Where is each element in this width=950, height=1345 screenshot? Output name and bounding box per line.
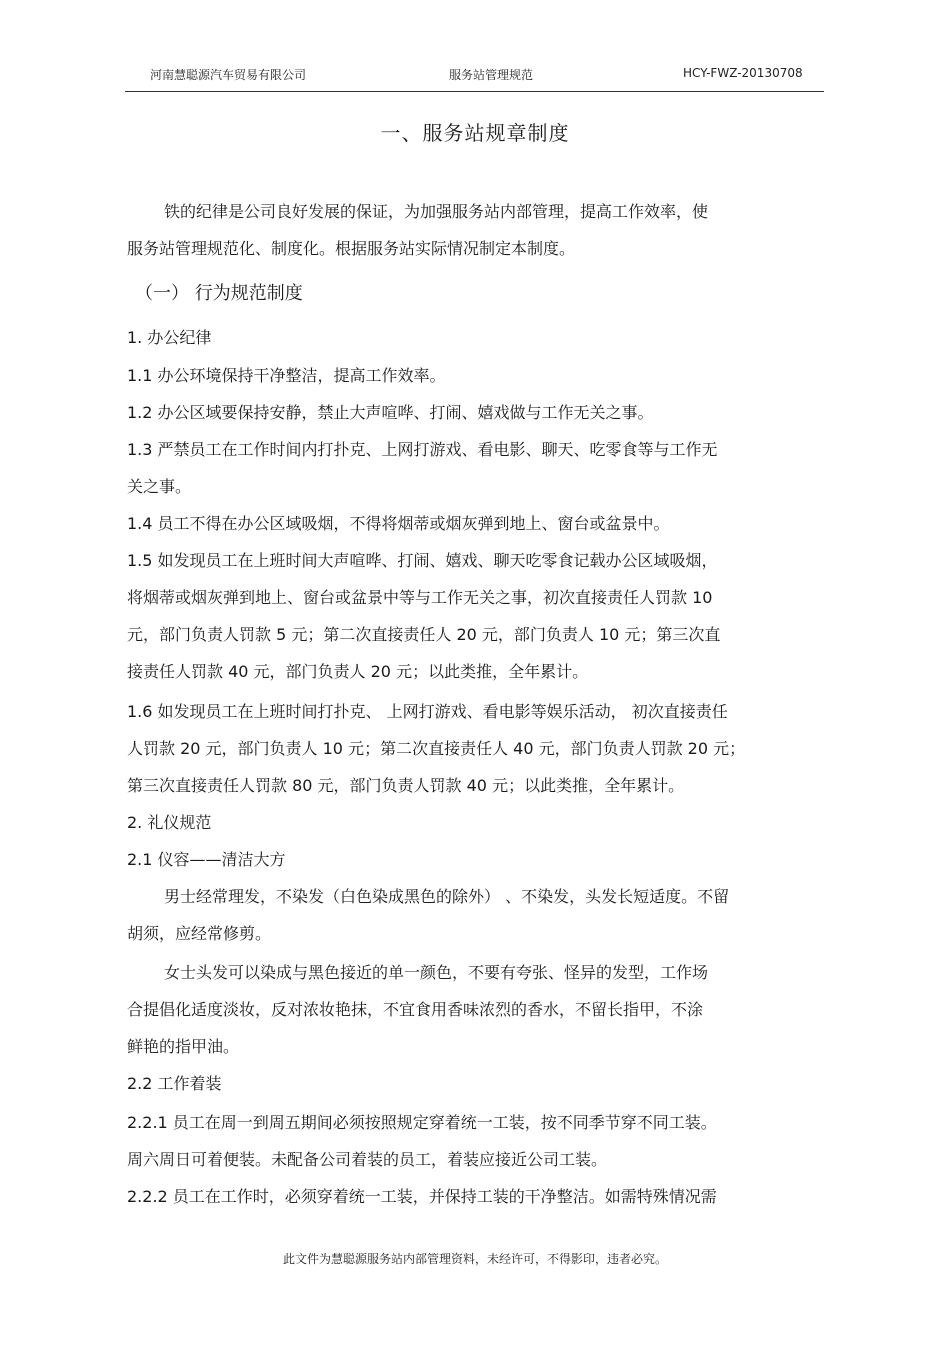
item-heading: 2.2 工作着装 <box>127 1074 222 1093</box>
paragraph-line: 将烟蒂或烟灰弹到地上、窗台或盆景中等与工作无关之事，初次直接责任人罚款 10 <box>127 588 713 607</box>
paragraph-line: 1.6 如发现员工在上班时间打扑克、 上网打游戏、看电影等娱乐活动， 初次直接责任 <box>127 702 728 721</box>
paragraph-line: 人罚款 20 元，部门负责人 10 元；第二次直接责任人 40 元，部门负责人罚款 20 元； <box>127 739 746 758</box>
paragraph-line: 2.1 仪容——清洁大方 <box>127 850 286 869</box>
page-header <box>0 66 950 88</box>
paragraph-line: 1.5 如发现员工在上班时间大声喧哗、打闹、嬉戏、聊天吃零食记载办公区域吸烟， <box>127 551 718 570</box>
paragraph-line: 女士头发可以染成与黑色接近的单一颜色，不要有夸张、怪异的发型，工作场 <box>164 963 709 982</box>
paragraph-line: 1.2 办公区域要保持安静，禁止大声喧哗、打闹、嬉戏做与工作无关之事。 <box>127 403 654 422</box>
paragraph-line: 1.1 办公环境保持干净整洁，提高工作效率。 <box>127 366 446 385</box>
paragraph-line: 铁的纪律是公司良好发展的保证，为加强服务站内部管理，提高工作效率，使 <box>164 202 709 221</box>
paragraph-line: 接责任人罚款 40 元，部门负责人 20 元；以此类推，全年累计。 <box>127 662 589 681</box>
paragraph-line: 2.2.1 员工在周一到周五期间必须按照规定穿着统一工装，按不同季节穿不同工装。 <box>127 1113 717 1132</box>
header-company: 河南慧聪源汽车贸易有限公司 <box>150 68 307 82</box>
page-title: 一、服务站规章制度 <box>380 121 570 145</box>
paragraph-line: 合提倡化适度淡妆，反对浓妆艳抹，不宜食用香味浓烈的香水，不留长指甲，不涂 <box>127 1000 704 1019</box>
item-heading: 2. 礼仪规范 <box>127 813 212 832</box>
paragraph-line: 2.2.2 员工在工作时，必须穿着统一工装，并保持工装的干净整洁。如需特殊情况需 <box>127 1187 717 1206</box>
paragraph-line: 元，部门负责人罚款 5 元；第二次直接责任人 20 元，部门负责人 10 元；第三次直 <box>127 625 721 644</box>
paragraph-line: 胡须，应经常修剪。 <box>127 924 272 943</box>
paragraph-line: 第三次直接责任人罚款 80 元，部门负责人罚款 40 元；以此类推，全年累计。 <box>127 776 685 795</box>
paragraph-line: 1.4 员工不得在办公区域吸烟，不得将烟蒂或烟灰弹到地上、窗台或盆景中。 <box>127 514 670 533</box>
page-footer: 此文件为慧聪源服务站内部管理资料，未经许可，不得影印，违者必究。 <box>282 1252 667 1266</box>
paragraph-line: 1.3 严禁员工在工作时间内打扑克、上网打游戏、看电影、聊天、吃零食等与工作无 <box>127 440 718 459</box>
paragraph-line: 鲜艳的指甲油。 <box>127 1037 240 1056</box>
section-heading: （一） 行为规范制度 <box>135 283 303 304</box>
item-heading: 1. 办公纪律 <box>127 328 212 347</box>
paragraph-line: 关之事。 <box>127 477 192 496</box>
paragraph-line: 男士经常理发，不染发（白色染成黑色的除外） 、不染发，头发长短适度。不留 <box>164 887 730 906</box>
header-doc-code: HCY-FWZ-20130708 <box>683 66 803 80</box>
header-divider <box>125 91 824 92</box>
paragraph-line: 服务站管理规范化、制度化。根据服务站实际情况制定本制度。 <box>127 239 576 258</box>
header-doc-name: 服务站管理规范 <box>449 68 534 82</box>
paragraph-line: 周六周日可着便装。未配备公司着装的员工，着装应接近公司工装。 <box>127 1150 608 1169</box>
